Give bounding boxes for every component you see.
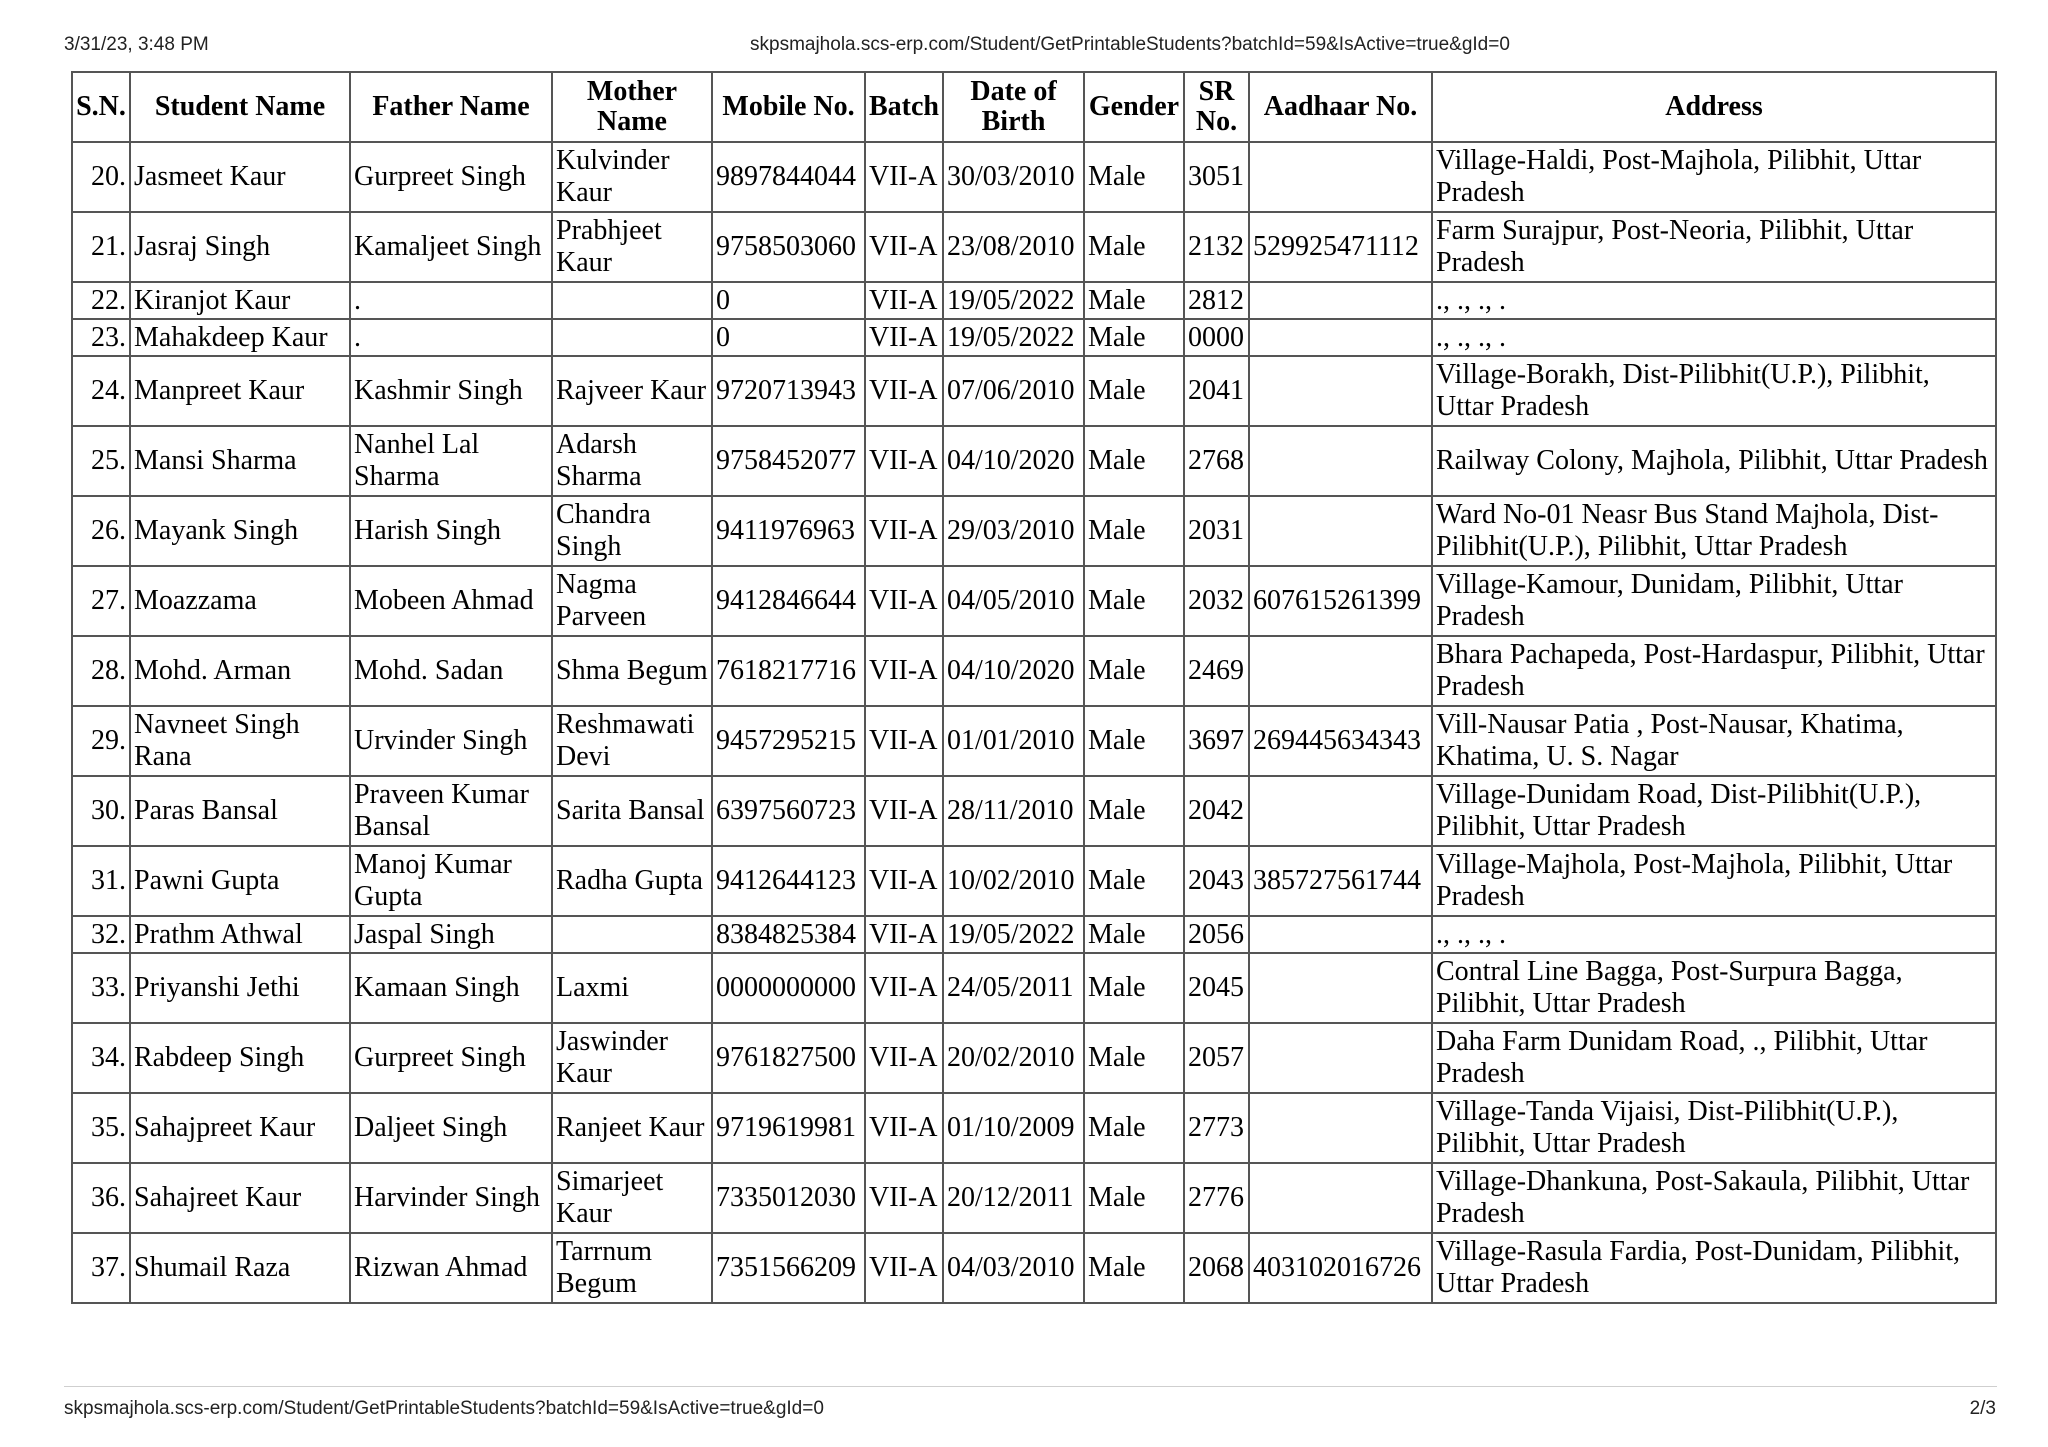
cell-batch: VII-A bbox=[865, 426, 943, 496]
cell-mother-name: Simarjeet Kaur bbox=[552, 1163, 712, 1233]
cell-sn: 22. bbox=[72, 282, 130, 319]
cell-father-name: Kamaan Singh bbox=[350, 953, 552, 1023]
cell-sn: 35. bbox=[72, 1093, 130, 1163]
table-row bbox=[72, 212, 1996, 282]
cell-gender: Male bbox=[1084, 426, 1184, 496]
cell-sn: 26. bbox=[72, 496, 130, 566]
cell-mobile-no: 9411976963 bbox=[712, 496, 865, 566]
cell-mobile-no: 8384825384 bbox=[712, 916, 865, 953]
cell-student-name: Priyanshi Jethi bbox=[130, 953, 350, 1023]
cell-address: ., ., ., . bbox=[1432, 319, 1996, 356]
cell-sr-no: 3051 bbox=[1184, 142, 1249, 212]
cell-aadhaar-no bbox=[1249, 636, 1432, 706]
cell-gender: Male bbox=[1084, 916, 1184, 953]
cell-sr-no: 2045 bbox=[1184, 953, 1249, 1023]
cell-gender: Male bbox=[1084, 776, 1184, 846]
table-row bbox=[72, 282, 1996, 319]
table-header-row bbox=[72, 72, 1996, 142]
cell-father-name: Manoj Kumar Gupta bbox=[350, 846, 552, 916]
cell-sn: 30. bbox=[72, 776, 130, 846]
table-row bbox=[72, 953, 1996, 1023]
cell-sn: 32. bbox=[72, 916, 130, 953]
cell-batch: VII-A bbox=[865, 1023, 943, 1093]
cell-student-name: Pawni Gupta bbox=[130, 846, 350, 916]
cell-sn: 31. bbox=[72, 846, 130, 916]
cell-date-of-birth: 28/11/2010 bbox=[943, 776, 1084, 846]
cell-student-name: Shumail Raza bbox=[130, 1233, 350, 1303]
cell-mobile-no: 7618217716 bbox=[712, 636, 865, 706]
cell-mother-name: Tarrnum Begum bbox=[552, 1233, 712, 1303]
cell-mother-name: Ranjeet Kaur bbox=[552, 1093, 712, 1163]
cell-mother-name bbox=[552, 319, 712, 356]
cell-mobile-no: 9761827500 bbox=[712, 1023, 865, 1093]
cell-batch: VII-A bbox=[865, 776, 943, 846]
cell-batch: VII-A bbox=[865, 706, 943, 776]
print-header-url: skpsmajhola.scs-erp.com/Student/GetPrintableStudents?batchId=59&IsActive=true&gId=0 bbox=[750, 34, 1510, 55]
cell-aadhaar-no bbox=[1249, 1163, 1432, 1233]
cell-aadhaar-no: 529925471112 bbox=[1249, 212, 1432, 282]
cell-father-name: . bbox=[350, 319, 552, 356]
cell-mobile-no: 9412644123 bbox=[712, 846, 865, 916]
cell-father-name: Daljeet Singh bbox=[350, 1093, 552, 1163]
cell-batch: VII-A bbox=[865, 916, 943, 953]
cell-aadhaar-no bbox=[1249, 953, 1432, 1023]
cell-date-of-birth: 23/08/2010 bbox=[943, 212, 1084, 282]
table-row bbox=[72, 846, 1996, 916]
cell-batch: VII-A bbox=[865, 566, 943, 636]
cell-address: Village-Majhola, Post-Majhola, Pilibhit, Uttar Pradesh bbox=[1432, 846, 1996, 916]
table-row bbox=[72, 636, 1996, 706]
cell-sr-no: 2057 bbox=[1184, 1023, 1249, 1093]
cell-aadhaar-no bbox=[1249, 282, 1432, 319]
cell-father-name: . bbox=[350, 282, 552, 319]
cell-father-name: Kashmir Singh bbox=[350, 356, 552, 426]
cell-gender: Male bbox=[1084, 1163, 1184, 1233]
cell-date-of-birth: 20/12/2011 bbox=[943, 1163, 1084, 1233]
cell-sn: 28. bbox=[72, 636, 130, 706]
cell-mother-name: Sarita Bansal bbox=[552, 776, 712, 846]
cell-batch: VII-A bbox=[865, 212, 943, 282]
cell-aadhaar-no bbox=[1249, 496, 1432, 566]
cell-sr-no: 2031 bbox=[1184, 496, 1249, 566]
cell-sr-no: 2032 bbox=[1184, 566, 1249, 636]
cell-address: Village-Kamour, Dunidam, Pilibhit, Uttar Pradesh bbox=[1432, 566, 1996, 636]
cell-gender: Male bbox=[1084, 846, 1184, 916]
cell-date-of-birth: 30/03/2010 bbox=[943, 142, 1084, 212]
column-header-sn: S.N. bbox=[72, 72, 130, 142]
cell-student-name: Kiranjot Kaur bbox=[130, 282, 350, 319]
cell-mother-name: Chandra Singh bbox=[552, 496, 712, 566]
cell-student-name: Jasraj Singh bbox=[130, 212, 350, 282]
cell-address: Village-Tanda Vijaisi, Dist-Pilibhit(U.P.), Pilibhit, Uttar Pradesh bbox=[1432, 1093, 1996, 1163]
cell-sr-no: 2812 bbox=[1184, 282, 1249, 319]
cell-sn: 29. bbox=[72, 706, 130, 776]
cell-aadhaar-no: 403102016726 bbox=[1249, 1233, 1432, 1303]
column-header-batch: Batch bbox=[865, 72, 943, 142]
column-header-address: Address bbox=[1432, 72, 1996, 142]
cell-address: Ward No-01 Neasr Bus Stand Majhola, Dist-Pilibhit(U.P.), Pilibhit, Uttar Pradesh bbox=[1432, 496, 1996, 566]
cell-date-of-birth: 29/03/2010 bbox=[943, 496, 1084, 566]
cell-date-of-birth: 04/03/2010 bbox=[943, 1233, 1084, 1303]
cell-mother-name bbox=[552, 916, 712, 953]
cell-gender: Male bbox=[1084, 1233, 1184, 1303]
cell-mobile-no: 0 bbox=[712, 319, 865, 356]
cell-date-of-birth: 10/02/2010 bbox=[943, 846, 1084, 916]
cell-mobile-no: 9897844044 bbox=[712, 142, 865, 212]
cell-student-name: Mahakdeep Kaur bbox=[130, 319, 350, 356]
cell-sn: 27. bbox=[72, 566, 130, 636]
table-row bbox=[72, 142, 1996, 212]
cell-batch: VII-A bbox=[865, 319, 943, 356]
cell-mobile-no: 9758503060 bbox=[712, 212, 865, 282]
cell-father-name: Urvinder Singh bbox=[350, 706, 552, 776]
cell-batch: VII-A bbox=[865, 1093, 943, 1163]
cell-student-name: Sahajreet Kaur bbox=[130, 1163, 350, 1233]
cell-date-of-birth: 04/10/2020 bbox=[943, 426, 1084, 496]
cell-address: Village-Rasula Fardia, Post-Dunidam, Pilibhit, Uttar Pradesh bbox=[1432, 1233, 1996, 1303]
cell-mother-name: Jaswinder Kaur bbox=[552, 1023, 712, 1093]
cell-aadhaar-no bbox=[1249, 356, 1432, 426]
cell-mother-name bbox=[552, 282, 712, 319]
cell-date-of-birth: 07/06/2010 bbox=[943, 356, 1084, 426]
cell-sr-no: 2043 bbox=[1184, 846, 1249, 916]
cell-mobile-no: 0 bbox=[712, 282, 865, 319]
cell-address: Contral Line Bagga, Post-Surpura Bagga, Pilibhit, Uttar Pradesh bbox=[1432, 953, 1996, 1023]
cell-aadhaar-no bbox=[1249, 426, 1432, 496]
cell-student-name: Prathm Athwal bbox=[130, 916, 350, 953]
cell-mother-name: Radha Gupta bbox=[552, 846, 712, 916]
cell-batch: VII-A bbox=[865, 953, 943, 1023]
table-row bbox=[72, 426, 1996, 496]
cell-mother-name: Nagma Parveen bbox=[552, 566, 712, 636]
cell-mobile-no: 7335012030 bbox=[712, 1163, 865, 1233]
cell-aadhaar-no: 607615261399 bbox=[1249, 566, 1432, 636]
cell-mother-name: Shma Begum bbox=[552, 636, 712, 706]
cell-mobile-no: 9719619981 bbox=[712, 1093, 865, 1163]
cell-address: Village-Borakh, Dist-Pilibhit(U.P.), Pilibhit, Uttar Pradesh bbox=[1432, 356, 1996, 426]
cell-mother-name: Adarsh Sharma bbox=[552, 426, 712, 496]
cell-address: ., ., ., . bbox=[1432, 916, 1996, 953]
cell-date-of-birth: 24/05/2011 bbox=[943, 953, 1084, 1023]
cell-date-of-birth: 01/10/2009 bbox=[943, 1093, 1084, 1163]
cell-batch: VII-A bbox=[865, 1233, 943, 1303]
cell-date-of-birth: 01/01/2010 bbox=[943, 706, 1084, 776]
cell-aadhaar-no bbox=[1249, 776, 1432, 846]
cell-student-name: Rabdeep Singh bbox=[130, 1023, 350, 1093]
cell-student-name: Navneet Singh Rana bbox=[130, 706, 350, 776]
cell-batch: VII-A bbox=[865, 636, 943, 706]
page-number: 2/3 bbox=[1969, 1398, 1996, 1419]
table-row bbox=[72, 356, 1996, 426]
cell-gender: Male bbox=[1084, 1093, 1184, 1163]
cell-batch: VII-A bbox=[865, 1163, 943, 1233]
cell-student-name: Mohd. Arman bbox=[130, 636, 350, 706]
cell-sn: 36. bbox=[72, 1163, 130, 1233]
cell-student-name: Jasmeet Kaur bbox=[130, 142, 350, 212]
cell-sr-no: 2768 bbox=[1184, 426, 1249, 496]
cell-gender: Male bbox=[1084, 142, 1184, 212]
cell-batch: VII-A bbox=[865, 142, 943, 212]
table-row bbox=[72, 916, 1996, 953]
cell-student-name: Sahajpreet Kaur bbox=[130, 1093, 350, 1163]
cell-aadhaar-no bbox=[1249, 142, 1432, 212]
cell-aadhaar-no: 385727561744 bbox=[1249, 846, 1432, 916]
cell-address: Village-Haldi, Post-Majhola, Pilibhit, Uttar Pradesh bbox=[1432, 142, 1996, 212]
cell-mother-name: Kulvinder Kaur bbox=[552, 142, 712, 212]
cell-mobile-no: 9758452077 bbox=[712, 426, 865, 496]
cell-address: ., ., ., . bbox=[1432, 282, 1996, 319]
cell-sr-no: 2469 bbox=[1184, 636, 1249, 706]
cell-father-name: Mohd. Sadan bbox=[350, 636, 552, 706]
cell-sr-no: 2042 bbox=[1184, 776, 1249, 846]
column-header-student-name: Student Name bbox=[130, 72, 350, 142]
table-row bbox=[72, 1023, 1996, 1093]
cell-father-name: Nanhel Lal Sharma bbox=[350, 426, 552, 496]
cell-aadhaar-no bbox=[1249, 1023, 1432, 1093]
cell-gender: Male bbox=[1084, 356, 1184, 426]
cell-gender: Male bbox=[1084, 282, 1184, 319]
cell-student-name: Manpreet Kaur bbox=[130, 356, 350, 426]
column-header-sr-no: SR No. bbox=[1184, 72, 1249, 142]
table-row bbox=[72, 496, 1996, 566]
cell-sr-no: 2041 bbox=[1184, 356, 1249, 426]
cell-sr-no: 2068 bbox=[1184, 1233, 1249, 1303]
cell-student-name: Mayank Singh bbox=[130, 496, 350, 566]
cell-aadhaar-no: 269445634343 bbox=[1249, 706, 1432, 776]
column-header-father-name: Father Name bbox=[350, 72, 552, 142]
cell-father-name: Gurpreet Singh bbox=[350, 142, 552, 212]
cell-mobile-no: 7351566209 bbox=[712, 1233, 865, 1303]
footer-divider bbox=[64, 1386, 1997, 1387]
cell-sn: 21. bbox=[72, 212, 130, 282]
cell-aadhaar-no bbox=[1249, 319, 1432, 356]
print-header bbox=[0, 34, 2048, 60]
cell-mobile-no: 0000000000 bbox=[712, 953, 865, 1023]
cell-aadhaar-no bbox=[1249, 1093, 1432, 1163]
cell-student-name: Moazzama bbox=[130, 566, 350, 636]
cell-mother-name: Prabhjeet Kaur bbox=[552, 212, 712, 282]
cell-gender: Male bbox=[1084, 953, 1184, 1023]
cell-date-of-birth: 19/05/2022 bbox=[943, 282, 1084, 319]
column-header-date-of-birth: Date of Birth bbox=[943, 72, 1084, 142]
table-row bbox=[72, 776, 1996, 846]
cell-mobile-no: 9457295215 bbox=[712, 706, 865, 776]
cell-sn: 25. bbox=[72, 426, 130, 496]
cell-mobile-no: 9720713943 bbox=[712, 356, 865, 426]
cell-date-of-birth: 04/05/2010 bbox=[943, 566, 1084, 636]
cell-gender: Male bbox=[1084, 1023, 1184, 1093]
cell-father-name: Harish Singh bbox=[350, 496, 552, 566]
cell-gender: Male bbox=[1084, 319, 1184, 356]
cell-date-of-birth: 19/05/2022 bbox=[943, 319, 1084, 356]
cell-mother-name: Reshmawati Devi bbox=[552, 706, 712, 776]
cell-address: Farm Surajpur, Post-Neoria, Pilibhit, Uttar Pradesh bbox=[1432, 212, 1996, 282]
cell-sn: 24. bbox=[72, 356, 130, 426]
cell-address: Vill-Nausar Patia , Post-Nausar, Khatima, Khatima, U. S. Nagar bbox=[1432, 706, 1996, 776]
column-header-mobile-no: Mobile No. bbox=[712, 72, 865, 142]
cell-gender: Male bbox=[1084, 496, 1184, 566]
cell-father-name: Kamaljeet Singh bbox=[350, 212, 552, 282]
cell-sr-no: 2773 bbox=[1184, 1093, 1249, 1163]
cell-sn: 23. bbox=[72, 319, 130, 356]
cell-gender: Male bbox=[1084, 566, 1184, 636]
table-row bbox=[72, 319, 1996, 356]
cell-address: Village-Dunidam Road, Dist-Pilibhit(U.P.), Pilibhit, Uttar Pradesh bbox=[1432, 776, 1996, 846]
cell-sr-no: 3697 bbox=[1184, 706, 1249, 776]
cell-student-name: Mansi Sharma bbox=[130, 426, 350, 496]
cell-mobile-no: 6397560723 bbox=[712, 776, 865, 846]
cell-gender: Male bbox=[1084, 706, 1184, 776]
cell-date-of-birth: 20/02/2010 bbox=[943, 1023, 1084, 1093]
column-header-mother-name: Mother Name bbox=[552, 72, 712, 142]
cell-mobile-no: 9412846644 bbox=[712, 566, 865, 636]
cell-batch: VII-A bbox=[865, 496, 943, 566]
cell-mother-name: Rajveer Kaur bbox=[552, 356, 712, 426]
cell-date-of-birth: 19/05/2022 bbox=[943, 916, 1084, 953]
cell-batch: VII-A bbox=[865, 356, 943, 426]
cell-sr-no: 0000 bbox=[1184, 319, 1249, 356]
cell-gender: Male bbox=[1084, 636, 1184, 706]
table-row bbox=[72, 1093, 1996, 1163]
cell-sn: 37. bbox=[72, 1233, 130, 1303]
cell-father-name: Rizwan Ahmad bbox=[350, 1233, 552, 1303]
cell-father-name: Harvinder Singh bbox=[350, 1163, 552, 1233]
cell-address: Bhara Pachapeda, Post-Hardaspur, Pilibhit, Uttar Pradesh bbox=[1432, 636, 1996, 706]
cell-sr-no: 2776 bbox=[1184, 1163, 1249, 1233]
cell-sr-no: 2132 bbox=[1184, 212, 1249, 282]
table-row bbox=[72, 1233, 1996, 1303]
cell-address: Daha Farm Dunidam Road, ., Pilibhit, Uttar Pradesh bbox=[1432, 1023, 1996, 1093]
cell-sn: 33. bbox=[72, 953, 130, 1023]
cell-father-name: Praveen Kumar Bansal bbox=[350, 776, 552, 846]
cell-batch: VII-A bbox=[865, 282, 943, 319]
print-datetime: 3/31/23, 3:48 PM bbox=[64, 34, 209, 55]
cell-date-of-birth: 04/10/2020 bbox=[943, 636, 1084, 706]
cell-father-name: Jaspal Singh bbox=[350, 916, 552, 953]
cell-gender: Male bbox=[1084, 212, 1184, 282]
cell-student-name: Paras Bansal bbox=[130, 776, 350, 846]
print-footer-url: skpsmajhola.scs-erp.com/Student/GetPrintableStudents?batchId=59&IsActive=true&gId=0 bbox=[64, 1398, 824, 1419]
column-header-aadhaar-no: Aadhaar No. bbox=[1249, 72, 1432, 142]
cell-sn: 34. bbox=[72, 1023, 130, 1093]
table-row bbox=[72, 566, 1996, 636]
cell-address: Village-Dhankuna, Post-Sakaula, Pilibhit, Uttar Pradesh bbox=[1432, 1163, 1996, 1233]
table-row bbox=[72, 706, 1996, 776]
cell-father-name: Mobeen Ahmad bbox=[350, 566, 552, 636]
cell-aadhaar-no bbox=[1249, 916, 1432, 953]
column-header-gender: Gender bbox=[1084, 72, 1184, 142]
table-row bbox=[72, 1163, 1996, 1233]
cell-sr-no: 2056 bbox=[1184, 916, 1249, 953]
cell-mother-name: Laxmi bbox=[552, 953, 712, 1023]
cell-address: Railway Colony, Majhola, Pilibhit, Uttar Pradesh bbox=[1432, 426, 1996, 496]
print-footer bbox=[0, 1386, 2048, 1419]
cell-father-name: Gurpreet Singh bbox=[350, 1023, 552, 1093]
cell-batch: VII-A bbox=[865, 846, 943, 916]
students-table bbox=[71, 71, 1997, 1304]
cell-sn: 20. bbox=[72, 142, 130, 212]
